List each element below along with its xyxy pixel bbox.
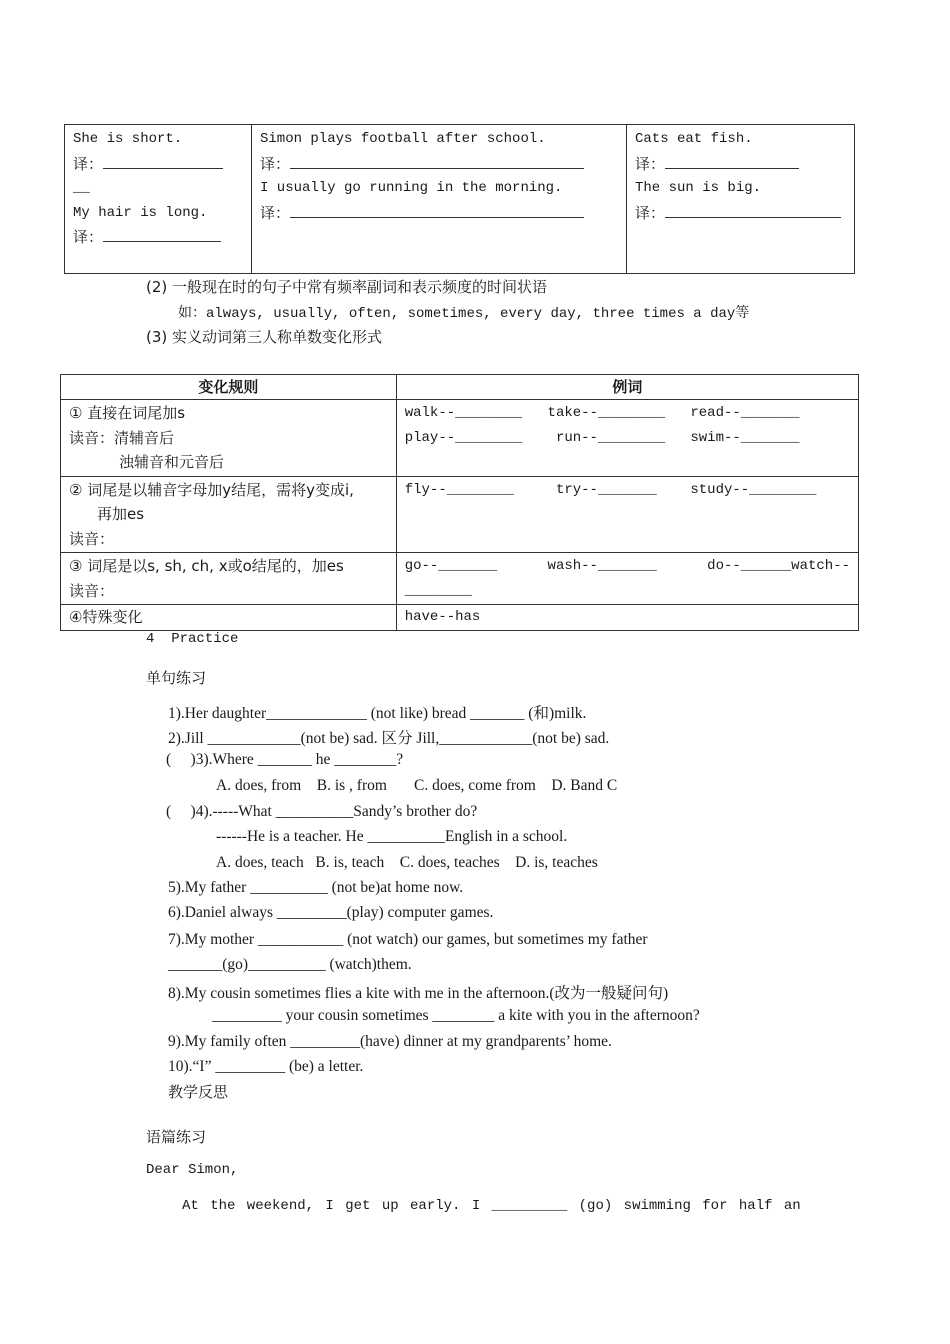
rules-row [61, 553, 859, 605]
example-words: ________ [404, 582, 472, 599]
rule-text: 读音： [69, 581, 115, 600]
translation-cell-1 [65, 125, 252, 274]
translation-table [64, 124, 855, 274]
example-words: fly--________ try--_______ study--________ [404, 481, 817, 498]
rule-text: 读音：清辅音后 [69, 428, 175, 447]
example-words: have--has [404, 609, 481, 625]
translate-line: 译： [73, 225, 243, 250]
translation-cell-2 [252, 125, 627, 274]
single-sentence-heading: 单句练习 [146, 669, 207, 687]
sentence: Cats eat fish. [635, 131, 753, 147]
rule-text: 再加es [97, 505, 145, 523]
rule-text: 浊辅音和元音后 [119, 453, 225, 471]
note-2-example: 如：always, usually, often, sometimes, every day, three times a day等 [178, 306, 750, 322]
exercise-item: 8).My cousin sometimes flies a kite with me in the afternoon.(改为一般疑问句) [168, 985, 669, 1002]
rules-header-rule: 变化规则 [61, 375, 397, 400]
sentence: Simon plays football after school. [260, 131, 546, 147]
teaching-reflection: 教学反思 [168, 1083, 229, 1101]
note-3-title: (3) 实义动词第三人称单数变化形式 [146, 328, 383, 346]
practice-heading: 4 Practice [146, 631, 239, 647]
exercise-item: ( )4).-----What __________Sandy’s brother do? [166, 803, 478, 820]
translate-line: 译： [635, 152, 846, 177]
rules-row [61, 476, 859, 553]
example-words: play--________ run--________ swim--_______ [404, 429, 800, 446]
exercise-item: _______(go)__________ (watch)them. [168, 956, 412, 973]
sentence: She is short. [73, 131, 183, 147]
sentence: I usually go running in the morning. [260, 180, 563, 196]
rules-table [60, 374, 859, 631]
passage-heading: 语篇练习 [146, 1128, 207, 1146]
translate-line: 译： [260, 201, 618, 226]
exercise-options: A. does, teach B. is, teach C. does, teaches D. is, teaches [216, 854, 598, 871]
example-words: go--_______ wash--_______ do--______watch-- [404, 558, 850, 574]
exercise-item: ------He is a teacher. He __________English in a school. [216, 828, 568, 845]
note-2-title: (2) 一般现在时的句子中常有频率副词和表示频度的时间状语 [146, 278, 548, 296]
rule-text: 读音： [69, 529, 115, 548]
letter-line: At the weekend, I get up early. I _________ (go) swimming for half an [182, 1198, 801, 1214]
rule-text: ① 直接在词尾加s [69, 404, 186, 422]
translate-line: 译： [73, 152, 243, 177]
letter-greeting: Dear Simon, [146, 1162, 239, 1178]
exercise-item: 2).Jill ____________(not be) sad. 区分 Jill,____________(not be) sad. [168, 730, 610, 747]
exercise-item: 5).My father __________ (not be)at home now. [168, 879, 464, 896]
exercise-item: ( )3).Where _______ he ________? [166, 751, 404, 768]
exercise-item: 7).My mother ___________ (not watch) our games, but sometimes my father [168, 931, 648, 948]
exercise-options: A. does, from B. is , from C. does, come from D. Band C [216, 777, 618, 794]
exercise-item: 9).My family often _________(have) dinner at my grandparents’ home. [168, 1033, 612, 1050]
rules-row [61, 605, 859, 631]
translation-cell-3 [627, 125, 855, 274]
translate-line: 译： [635, 201, 846, 226]
rule-text: ④特殊变化 [69, 608, 143, 626]
example-words: walk--________ take--________ read--_______ [404, 405, 800, 421]
exercise-item: 1).Her daughter_____________ (not like) bread _______ (和)milk. [168, 705, 587, 722]
exercise-item: _________ your cousin sometimes ________ a kite with you in the afternoon? [212, 1007, 700, 1024]
exercise-item: 6).Daniel always _________(play) computer games. [168, 904, 494, 921]
wrap-underscore: __ [73, 180, 90, 196]
rule-text: ② 词尾是以辅音字母加y结尾，需将y变成i, [69, 480, 354, 499]
sentence: My hair is long. [73, 204, 208, 221]
sentence: The sun is big. [635, 180, 762, 196]
exercise-item: 10).“I” _________ (be) a letter. [168, 1058, 364, 1075]
rules-header-examples: 例词 [396, 375, 858, 400]
rules-row [61, 400, 859, 477]
translate-line: 译： [260, 152, 618, 177]
rule-text: ③ 词尾是以s, sh, ch, x或o结尾的，加es [69, 557, 344, 575]
